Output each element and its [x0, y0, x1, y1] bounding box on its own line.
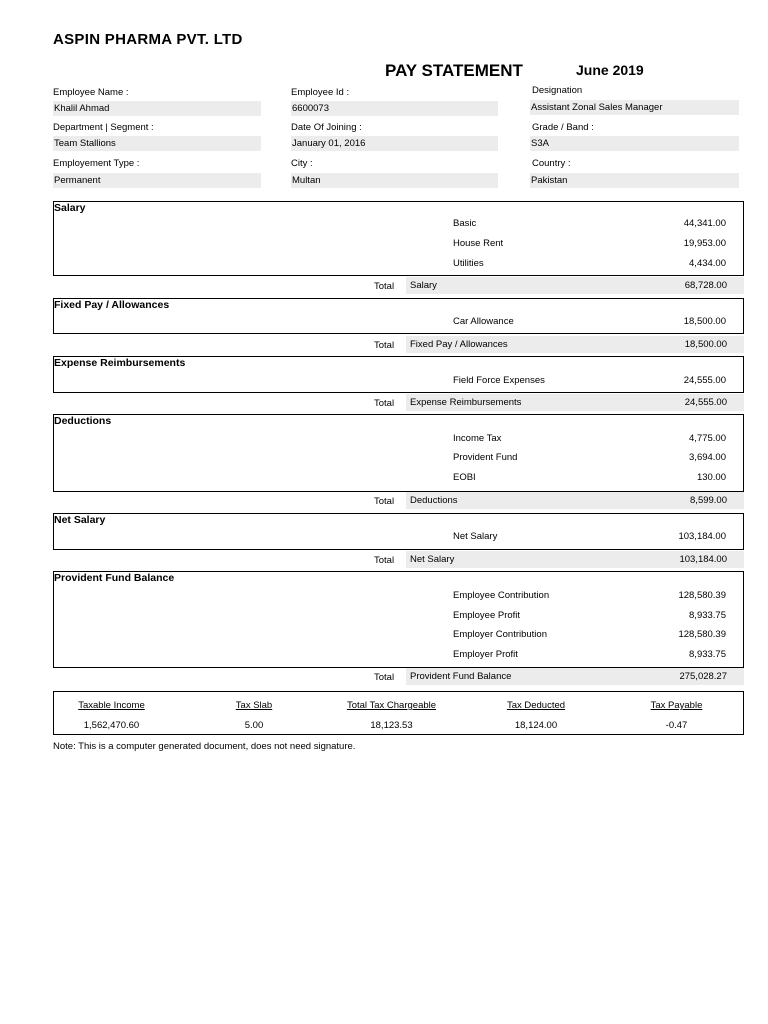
tax-summary-box: [53, 691, 744, 735]
employment-type-value: Permanent: [53, 173, 261, 188]
total-value: 68,728.00: [684, 280, 727, 291]
taxable-income-label: Taxable Income: [78, 700, 145, 711]
total-word: Total: [374, 496, 395, 507]
item-value: 24,555.00: [683, 375, 726, 386]
deductions-section: [53, 414, 744, 492]
total-word: Total: [374, 340, 395, 351]
city-label: City :: [291, 158, 313, 169]
salary-section: [53, 201, 744, 276]
provident-fund-section: [53, 571, 744, 668]
item-value: 19,953.00: [683, 238, 726, 249]
net-salary-section: [53, 513, 744, 550]
section-title: Provident Fund Balance: [54, 572, 175, 584]
designation-value: Assistant Zonal Sales Manager: [530, 100, 739, 115]
total-band: [406, 394, 744, 411]
total-value: 275,028.27: [679, 671, 727, 682]
item-value: 128,580.39: [678, 629, 726, 640]
employee-name-value: Khalil Ahmad: [53, 101, 261, 116]
total-value: 24,555.00: [684, 397, 727, 408]
section-title: Net Salary: [54, 514, 106, 526]
total-word: Total: [374, 281, 395, 292]
item-label: Employer Contribution: [453, 629, 547, 640]
fixed-pay-section: [53, 298, 744, 334]
department-value: Team Stallions: [53, 136, 261, 151]
total-label: Provident Fund Balance: [410, 671, 512, 682]
total-band: [406, 336, 744, 353]
item-value: 44,341.00: [683, 218, 726, 229]
tax-chargeable-value: 18,123.53: [370, 720, 413, 731]
total-band: [406, 492, 744, 509]
employment-type-label: Employement Type :: [53, 158, 140, 169]
item-value: 103,184.00: [678, 531, 726, 542]
city-value: Multan: [291, 173, 498, 188]
footer-note: Note: This is a computer generated document, does not need signature.: [53, 741, 356, 752]
net-salary-total-row: [53, 551, 744, 569]
country-value: Pakistan: [530, 173, 739, 188]
item-value: 8,933.75: [689, 610, 726, 621]
total-label: Salary: [410, 280, 437, 291]
total-word: Total: [374, 672, 395, 683]
taxable-income-column: [54, 692, 169, 734]
total-label: Net Salary: [410, 554, 455, 565]
item-value: 128,580.39: [678, 590, 726, 601]
tax-payable-value: -0.47: [665, 720, 688, 731]
total-label: Deductions: [410, 495, 458, 506]
expense-section: [53, 356, 744, 393]
grade-value: S3A: [530, 136, 739, 151]
item-label: Field Force Expenses: [453, 375, 545, 386]
tax-slab-value: 5.00: [244, 720, 264, 731]
item-label: Employee Contribution: [453, 590, 550, 601]
page-title: PAY STATEMENT: [385, 61, 523, 80]
item-label: EOBI: [453, 472, 476, 483]
fixed-pay-total-row: [53, 336, 744, 354]
item-value: 3,694.00: [689, 452, 726, 463]
item-label: Car Allowance: [453, 316, 514, 327]
employee-id-label: Employee Id :: [291, 87, 350, 98]
item-label: Income Tax: [453, 433, 502, 444]
total-band: [406, 277, 744, 294]
tax-chargeable-column: [329, 692, 454, 734]
item-label: Employer Profit: [453, 649, 518, 660]
employee-id-value: 6600073: [291, 101, 498, 116]
pay-period: June 2019: [576, 62, 644, 78]
item-value: 8,933.75: [689, 649, 726, 660]
total-label: Expense Reimbursements: [410, 397, 522, 408]
joining-date-value: January 01, 2016: [291, 136, 498, 151]
total-band: [406, 551, 744, 568]
total-word: Total: [374, 555, 395, 566]
item-label: Employee Profit: [453, 610, 521, 621]
taxable-income-value: 1,562,470.60: [83, 720, 140, 731]
provident-fund-total-row: [53, 668, 744, 686]
company-name: ASPIN PHARMA PVT. LTD: [53, 31, 243, 48]
tax-deducted-value: 18,124.00: [514, 720, 558, 731]
item-label: Provident Fund: [453, 452, 518, 463]
item-value: 4,434.00: [689, 258, 726, 269]
section-title: Deductions: [54, 415, 112, 427]
grade-label: Grade / Band :: [532, 122, 594, 133]
deductions-total-row: [53, 492, 744, 510]
country-label: Country :: [532, 158, 571, 169]
tax-slab-column: [209, 692, 299, 734]
tax-deducted-label: Tax Deducted: [506, 700, 566, 711]
item-value: 130.00: [696, 472, 726, 483]
total-label: Fixed Pay / Allowances: [410, 339, 508, 350]
expense-total-row: [53, 394, 744, 412]
tax-payable-column: [629, 692, 724, 734]
tax-payable-label: Tax Payable: [650, 700, 703, 711]
item-label: Net Salary: [453, 531, 498, 542]
total-band: [406, 668, 744, 685]
department-label: Department | Segment :: [53, 122, 154, 133]
item-value: 4,775.00: [689, 433, 726, 444]
section-title: Expense Reimbursements: [54, 357, 186, 369]
salary-total-row: [53, 277, 744, 295]
employee-name-label: Employee Name :: [53, 87, 129, 98]
designation-label: Designation: [532, 85, 583, 96]
total-value: 18,500.00: [684, 339, 727, 350]
section-title: Salary: [54, 202, 86, 214]
item-value: 18,500.00: [683, 316, 726, 327]
total-word: Total: [374, 398, 395, 409]
total-value: 103,184.00: [679, 554, 727, 565]
tax-deducted-column: [486, 692, 586, 734]
total-value: 8,599.00: [690, 495, 727, 506]
joining-date-label: Date Of Joining :: [291, 122, 362, 133]
section-title: Fixed Pay / Allowances: [54, 299, 170, 311]
item-label: Basic: [453, 218, 477, 229]
item-label: Utilities: [453, 258, 484, 269]
tax-chargeable-label: Total Tax Chargeable: [346, 700, 437, 711]
item-label: House Rent: [453, 238, 504, 249]
tax-slab-label: Tax Slab: [235, 700, 273, 711]
